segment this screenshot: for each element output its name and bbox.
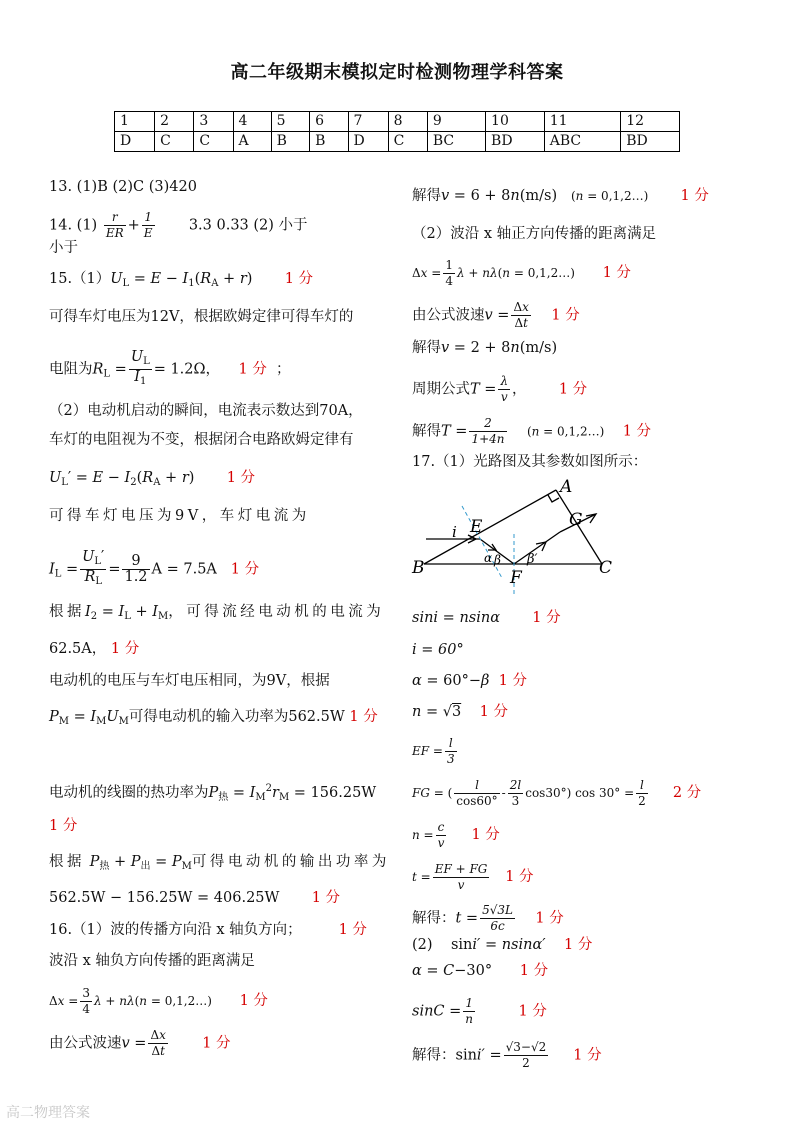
question-number-cell: 1 (115, 112, 155, 132)
q15-motor-current: 62.5A， 1 分 (49, 641, 140, 657)
question-number-cell: 4 (233, 112, 271, 132)
score-mark: 1 分 (519, 963, 549, 979)
q17-time: t = $\frac{EF + FG}{v}$ 1 分 (412, 862, 534, 892)
q17-n-c-v: n = $\frac{c}{v}$ 1 分 (412, 820, 500, 850)
q16-distance2-equation: Δx = $\frac{1}{4}$ λ + nλ(n = 0,1,2…) 1 分 (412, 258, 631, 288)
question-number-cell: 9 (427, 112, 485, 132)
q15-resistance-equation: 电阻为$R_L$ = $\frac{U_L}{I_1}$ = 1.2Ω， 1 分 ； (49, 349, 291, 387)
score-mark: 1 分 (338, 922, 367, 938)
answer-cell: D (348, 132, 388, 152)
fraction-r-over-ER: $\frac{r}{ER}$ (105, 210, 124, 240)
answer-number-row (115, 112, 680, 132)
q15-lamp-current: $I_L$ = $\frac{U_L'}{R_L}$ = $\frac{9}{1.2}$ A = 7.5A 1 分 (49, 549, 260, 587)
q16-solve-v1: 解得v = 6 + 8n(m/s) (n = 0,1,2…) 1 分 (412, 188, 709, 204)
q16-distance-equation: Δx = $\frac{3}{4}$ λ + nλ(n = 0,1,2…) 1 分 (49, 986, 268, 1016)
score-mark: 1 分 (602, 265, 631, 281)
q16-part2: （2）波沿 x 轴正方向传播的距离满足 (412, 226, 657, 242)
refracted-ray-arrow (488, 544, 496, 550)
diagram-label-E: E (470, 517, 483, 537)
diagram-label-B: B (412, 558, 425, 578)
score-mark: 1 分 (311, 890, 341, 906)
score-mark: 1 分 (479, 704, 508, 720)
q16-solve-T: 解得T = $\frac{2}{1+4n}$ (n = 0,1,2…) 1 分 (412, 416, 652, 446)
score-mark: 1 分 (110, 641, 140, 657)
question-number-cell: 12 (621, 112, 680, 132)
score-mark: 1 分 (551, 307, 580, 324)
fraction-1-over-E: $\frac{1}{E}$ (143, 210, 153, 240)
q14-answer: 14. (1) $\frac{r}{ER}$ + $\frac{1}{E}$ 3.3 0.33 (2) 小于 (49, 210, 308, 240)
q17-angle-alpha: α = 60°−β 1 分 (412, 673, 527, 689)
score-mark: 1 分 (230, 561, 260, 578)
score-mark: 1 分 (284, 271, 314, 287)
question-number-cell: 2 (155, 112, 194, 132)
answer-cell: BD (486, 132, 545, 152)
question-number-cell: 3 (194, 112, 233, 132)
q17-part1: 17.（1）光路图及其参数如图所示： (412, 454, 648, 470)
answer-cell: BC (427, 132, 485, 152)
score-mark: 1 分 (349, 709, 378, 725)
page-title: 高二年级期末模拟定时检测物理学科答案 (230, 62, 564, 83)
diagram-label-G: G (569, 510, 583, 530)
answer-cell: ABC (544, 132, 620, 152)
score-mark: 1 分 (226, 470, 256, 486)
q16-speed-formula-2: 由公式波速v = $\frac{\Delta x}{\Delta t}$ 1 分 (412, 300, 580, 330)
answer-key-row (115, 132, 680, 152)
q17-angle-i: i = 60° (412, 642, 464, 658)
q15-part1-equation: $15.(1)U_L = E - I_1(R_A + r)$ 1 分 (49, 271, 314, 289)
q16-period-formula: 周期公式T = $\frac{\lambda}{v}$ ， 1 分 (412, 374, 588, 404)
score-mark: 1 分 (498, 673, 527, 689)
answer-cell: D (115, 132, 155, 152)
question-number-cell: 7 (348, 112, 388, 132)
q15-lamp-text: 可得车灯电压为9V，车灯电流为 (49, 508, 310, 524)
answer-cell: BD (621, 132, 680, 152)
score-mark: 1 分 (680, 188, 709, 204)
diagram-label-C: C (599, 558, 613, 578)
q17-time-result: 解得：t = $\frac{5√3L}{6c}$ 1 分 (412, 903, 564, 933)
q17-sinC: sinC = $\frac{1}{n}$ 1 分 (412, 996, 547, 1026)
question-number-cell: 10 (486, 112, 545, 132)
q14-continued: 小于 (49, 240, 78, 256)
answer-cell: C (155, 132, 194, 152)
q15-part2-line1: （2）电动机启动的瞬间，电流表示数达到70A， (49, 403, 363, 419)
diagram-label-F: F (510, 568, 522, 588)
q15-part2-equation: $U_L' = E - I_2(R_A + r)$ 1 分 (49, 470, 256, 488)
answer-cell: C (388, 132, 427, 152)
score-mark: 1 分 (564, 937, 593, 953)
q15-input-power: $P_M = I_MU_M$可得电动机的输入功率为562.5W 1 分 (49, 709, 378, 727)
q17-snell-law: sini = nsinα 1 分 (412, 610, 561, 626)
answer-cell: C (194, 132, 233, 152)
score-mark: 1 分 (505, 869, 534, 885)
diagram-label-A: A (560, 478, 573, 497)
diagram-label-beta: β (494, 553, 501, 567)
score-mark: 1 分 (518, 1003, 547, 1020)
score-mark: 1 分 (238, 361, 267, 378)
answer-table (114, 111, 680, 152)
q15-kcl-line: 根据$I_2 = I_L + I_M$，可得流经电动机的电流为 (49, 604, 385, 622)
right-angle-mark (548, 495, 559, 502)
q16-solve-v2: 解得v = 2 + 8n(m/s) (412, 340, 558, 356)
score-mark: 1 分 (471, 827, 500, 843)
optics-diagram (410, 478, 620, 596)
answer-cell: B (271, 132, 309, 152)
q15-output-eq: 根据 $P_热 + P_出 = P_M$可得电动机的输出功率为 (49, 854, 390, 872)
score-mark-two: 2 分 (672, 785, 702, 801)
q15-output-value: 562.5W − 156.25W = 406.25W 1 分 (49, 890, 341, 906)
diagram-label-i: i (452, 523, 457, 541)
score-mark: 1 分 (558, 381, 588, 398)
diagram-label-beta-prime: β′ (527, 552, 538, 567)
q16-part1: 16.（1）波的传播方向沿 x 轴负方向； 1 分 (49, 922, 367, 938)
diagram-label-alpha: α (484, 551, 493, 565)
q16-speed-formula: 由公式波速v = $\frac{\Delta x}{\Delta t}$ 1 分 (49, 1028, 231, 1058)
question-number-cell: 11 (544, 112, 620, 132)
q13-answer: 13. (1)B (2)C (3)420 (49, 179, 197, 195)
score-mark: 1 分 (535, 910, 564, 927)
score-mark: 1 分 (622, 423, 652, 440)
q16-distance-text: 波沿 x 轴负方向传播的距离满足 (49, 953, 255, 969)
score-mark: 1 分 (532, 610, 561, 626)
question-number-cell: 5 (271, 112, 309, 132)
score-mark: 1 分 (573, 1047, 602, 1064)
q15-voltage-text: 可得车灯电压为12V，根据欧姆定律可得车灯的 (49, 309, 354, 325)
score-mark: 1 分 (49, 818, 78, 834)
question-number-cell: 8 (388, 112, 427, 132)
answer-cell: A (233, 132, 271, 152)
q17-FG: FG = ( $\frac{l}{\cos 60^\circ}$ - $\frac{2l}{3}$ cos30°) cos 30° = $\frac{l}{2}$ 2 分 (412, 778, 702, 808)
q15-same-voltage: 电动机的电压与车灯电压相同，为9V，根据 (49, 673, 330, 689)
q15-heat-power: 电动机的线圈的热功率为$P_热 = I_M^2r_M = 156.25W$ (49, 783, 377, 803)
q17-EF: EF = $\frac{l}{3}$ (412, 736, 455, 766)
q17-sin-result: 解得：sini′ = $\frac{√3-√2}{2}$ 1 分 (412, 1040, 602, 1070)
page-footer: 高二物理答案 (6, 1105, 90, 1121)
q15-part2-line2: 车灯的电阻视为不变，根据闭合电路欧姆定律有 (49, 432, 354, 448)
score-mark: 1 分 (202, 1035, 231, 1052)
question-number-cell: 6 (310, 112, 348, 132)
answer-cell: B (310, 132, 348, 152)
q17-alpha-C: α = C−30° 1 分 (412, 963, 549, 979)
score-mark: 1 分 (239, 993, 268, 1009)
q17-index-n: n = √3 1 分 (412, 704, 508, 720)
q17-part2-snell: (2) sini′ = nsinα′ 1 分 (412, 937, 593, 953)
